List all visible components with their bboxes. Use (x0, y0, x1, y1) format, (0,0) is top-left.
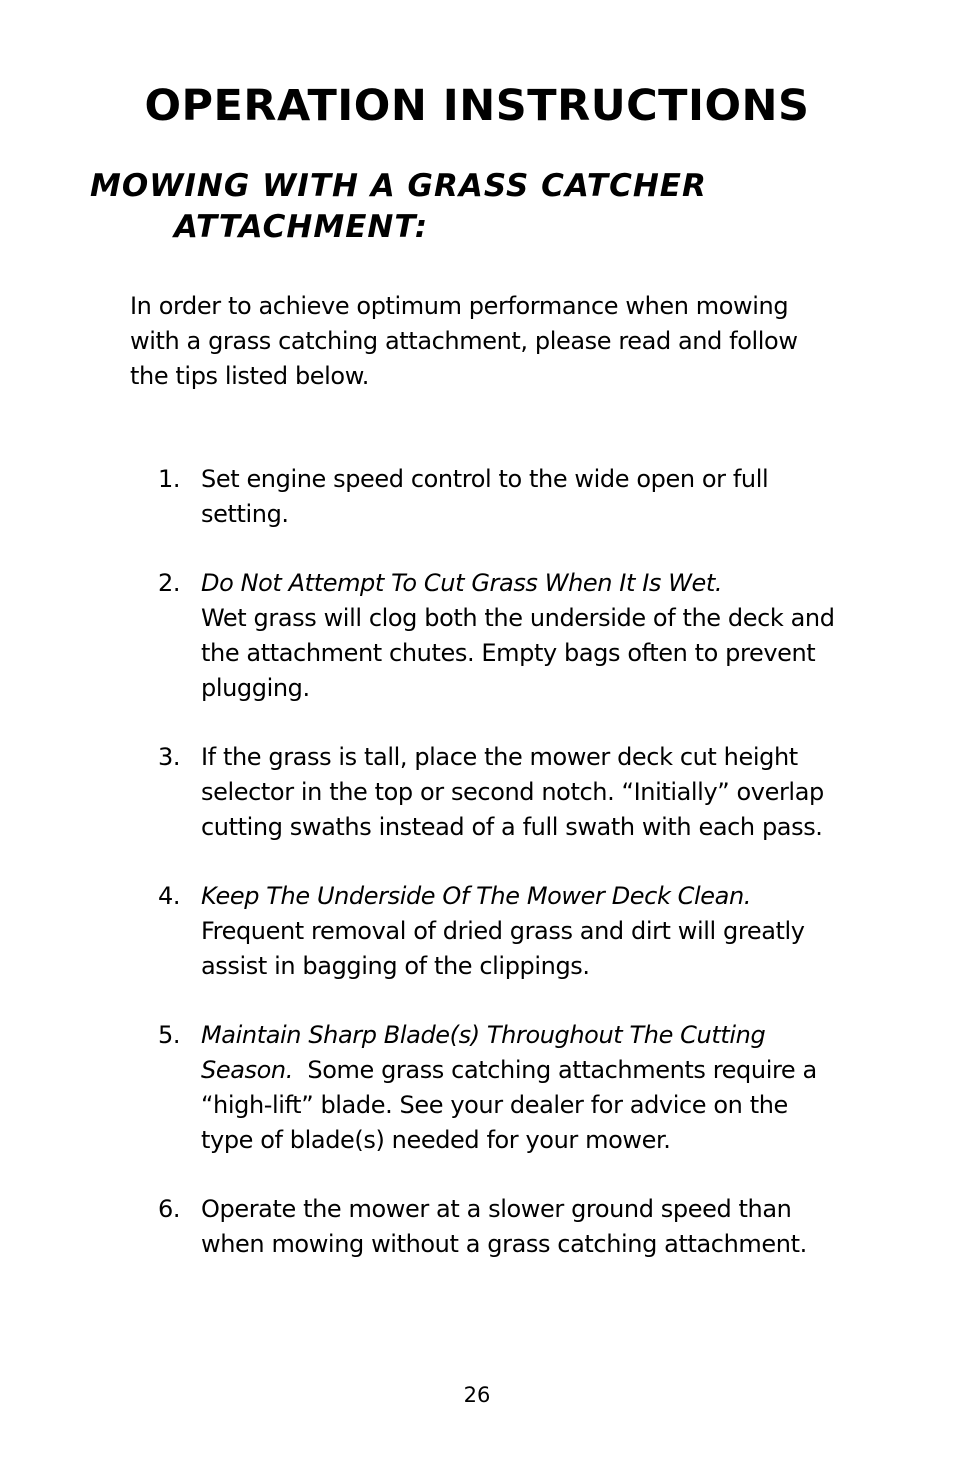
tip-text: If the grass is tall, place the mower deck cut height selector in the top or second notch. “Initially” overlap cutting swaths instead of a full swath with each pass. (201, 743, 824, 841)
tip-text: Operate the mower at a slower ground speed than when mowing without a grass catching attachment. (201, 1195, 807, 1258)
section-heading-line-1: MOWING WITH A GRASS CATCHER (90, 168, 707, 204)
section-heading-line-2: ATTACHMENT: (174, 209, 429, 245)
tip-number: 4. (158, 882, 181, 910)
tip-item-3 (155, 740, 835, 845)
tip-emphasis: Keep The Underside Of The Mower Deck Clean. (201, 882, 752, 910)
tip-item-5 (155, 1018, 835, 1158)
tip-text: Frequent removal of dried grass and dirt will greatly assist in bagging of the clippings. (201, 917, 805, 980)
tip-item-6 (155, 1192, 835, 1262)
tip-emphasis: Maintain Sharp Blade(s) Throughout The Cutting Season. (201, 1021, 766, 1084)
tip-item-1 (155, 462, 835, 532)
tip-number: 6. (158, 1195, 181, 1223)
tip-number: 5. (158, 1021, 181, 1049)
tip-text: Set engine speed control to the wide open or full setting. (201, 465, 769, 528)
tip-item-4 (155, 879, 835, 984)
tip-item-2 (155, 566, 835, 706)
page-number: 26 (463, 1383, 491, 1407)
tip-number: 2. (158, 569, 181, 597)
tip-text: Wet grass will clog both the underside of the deck and the attachment chutes. Empty bags often to prevent plugging. (201, 604, 835, 702)
page-title: OPERATION INSTRUCTIONS (144, 81, 810, 131)
tip-text: Some grass catching attachments require a “high-lift” blade. See your dealer for advice on the type of blade(s) needed for your mower. (201, 1056, 817, 1154)
section-heading (90, 166, 707, 248)
intro-paragraph: In order to achieve optimum performance when mowing with a grass catching attachment, please read and follow the tips listed below. (130, 292, 798, 390)
tip-emphasis: Do Not Attempt To Cut Grass When It Is Wet. (201, 569, 723, 597)
tips-list (155, 462, 835, 1296)
tip-number: 3. (158, 743, 181, 771)
tip-number: 1. (158, 465, 181, 493)
